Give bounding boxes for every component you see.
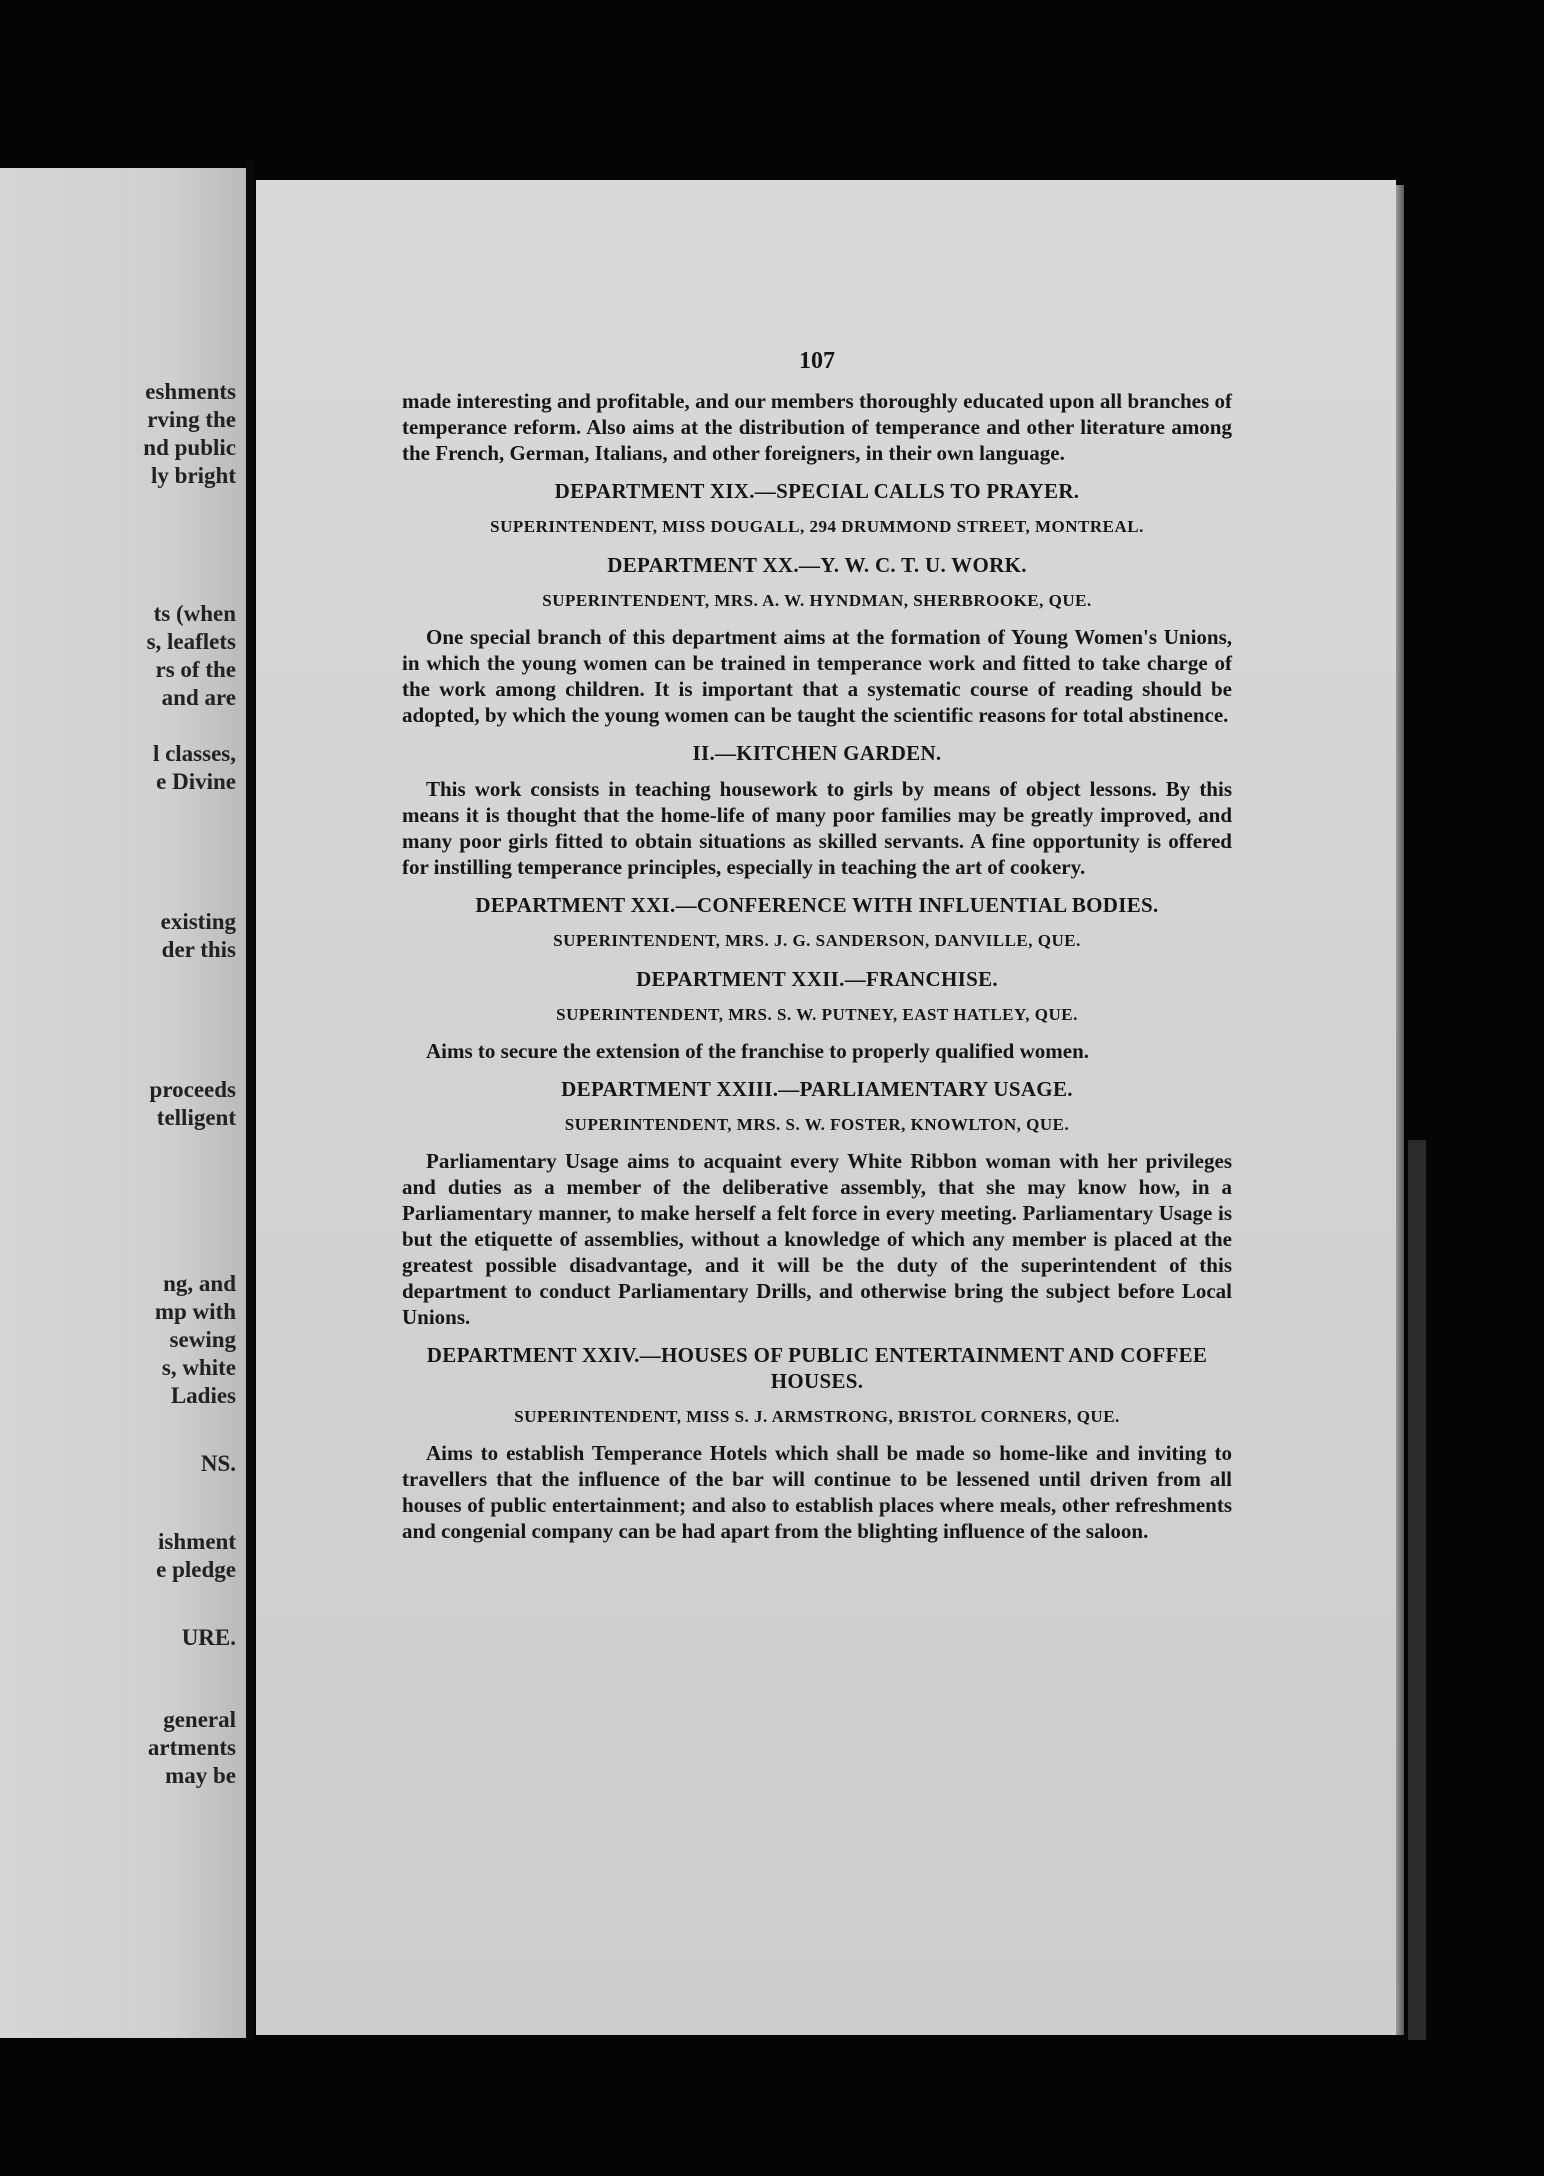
left-line: and are [161, 685, 236, 710]
left-line: s, leaflets [146, 629, 236, 654]
left-line: existing [160, 909, 236, 934]
left-line: telligent [156, 1105, 236, 1130]
left-line: der this [161, 937, 236, 962]
intro-paragraph: made interesting and profitable, and our members thoroughly educated upon all branches of temperance reform. Also aims at the distribution of temperance and other literature among the French, German, Italians, and other foreigners, in their own language. [402, 389, 1232, 465]
left-line: rs of the [155, 657, 236, 682]
left-line: Ladies [170, 1383, 236, 1408]
dept20-superintendent: SUPERINTENDENT, MRS. A. W. HYNDMAN, SHERBROOKE, QUE. [542, 591, 1092, 610]
left-line: may be [165, 1763, 236, 1788]
dept24-body: Aims to establish Temperance Hotels which shall be made so home-like and inviting to travellers that the influence of the bar will continue to be lessened until driven from all houses of public entertainment; and also to establish places where meals, other refreshments and congenial company can be had apart from the blighting influence of the saloon. [402, 1441, 1232, 1543]
kitchen-garden-body: This work consists in teaching housework to girls by means of object lessons. By this means it is thought that the home-life of many poor families may be greatly improved, and many poor girls fitted to obtain situations as skilled servants. A fine opportunity is offered for instilling temperance principles, especially in teaching the art of cookery. [402, 777, 1232, 879]
book-cover-edge [1408, 1140, 1426, 2040]
dept19-heading: DEPARTMENT XIX.—SPECIAL CALLS TO PRAYER. [554, 479, 1080, 503]
left-line: NS. [200, 1451, 236, 1476]
left-line: artments [147, 1735, 236, 1760]
left-line: ng, and [163, 1271, 236, 1296]
left-line: l classes, [152, 741, 236, 766]
dept22-body: Aims to secure the extension of the franchise to properly qualified women. [426, 1039, 1089, 1063]
dept24-superintendent: SUPERINTENDENT, MISS S. J. ARMSTRONG, BRISTOL CORNERS, QUE. [514, 1407, 1120, 1426]
left-line: sewing [169, 1327, 236, 1352]
left-line: general [163, 1707, 236, 1732]
dept20-body: One special branch of this department aims at the formation of Young Women's Unions, in which the young women can be trained in temperance work and fitted to take charge of the work among children. It is important that a systematic course of reading should be adopted, by which the young women can be taught the scientific reasons for total abstinence. [402, 625, 1232, 727]
book-gutter [246, 160, 254, 2040]
left-line: e pledge [156, 1557, 236, 1582]
dept24-heading: DEPARTMENT XXIV.—HOUSES OF PUBLIC ENTERTAINMENT AND COFFEE HOUSES. [426, 1343, 1208, 1393]
left-line: rving the [147, 407, 236, 432]
kitchen-garden-heading: II.—KITCHEN GARDEN. [692, 741, 942, 765]
dept23-heading: DEPARTMENT XXIII.—PARLIAMENTARY USAGE. [561, 1077, 1073, 1101]
dept22-superintendent: SUPERINTENDENT, MRS. S. W. PUTNEY, EAST HATLEY, QUE. [556, 1005, 1078, 1024]
left-page-fragment [0, 168, 248, 2038]
dept21-superintendent: SUPERINTENDENT, MRS. J. G. SANDERSON, DANVILLE, QUE. [553, 931, 1081, 950]
left-line: ishment [158, 1529, 236, 1554]
dept22-heading: DEPARTMENT XXII.—FRANCHISE. [636, 967, 998, 991]
left-line: e Divine [156, 769, 236, 794]
page-number: 107 [799, 348, 835, 374]
left-line: nd public [143, 435, 236, 460]
page-edge [1396, 185, 1404, 2035]
dept23-body: Parliamentary Usage aims to acquaint every White Ribbon woman with her privileges and duties as a member of the deliberative assembly, that she may know how, in a Parliamentary manner, to make herself a felt force in every meeting. Parliamentary Usage is but the etiquette of assemblies, without a knowledge of which any member is placed at the greatest possible disadvantage, and it will be the duty of the superintendent of this department to conduct Parliamentary Drills, and otherwise bring the subject before Local Unions. [402, 1149, 1232, 1329]
left-line: eshments [145, 379, 236, 404]
dept23-superintendent: SUPERINTENDENT, MRS. S. W. FOSTER, KNOWLTON, QUE. [564, 1115, 1070, 1134]
left-line: s, white [161, 1355, 236, 1380]
left-line: ts (when [153, 601, 236, 626]
dept21-heading: DEPARTMENT XXI.—CONFERENCE WITH INFLUENTIAL BODIES. [475, 893, 1159, 917]
left-line: URE. [181, 1625, 236, 1650]
dept20-heading: DEPARTMENT XX.—Y. W. C. T. U. WORK. [607, 553, 1027, 577]
left-line: mp with [154, 1299, 236, 1324]
left-line: proceeds [149, 1077, 236, 1102]
page-content [402, 348, 1232, 1550]
left-line: ly bright [151, 463, 236, 488]
dept19-superintendent: SUPERINTENDENT, MISS DOUGALL, 294 DRUMMOND STREET, MONTREAL. [490, 517, 1144, 536]
